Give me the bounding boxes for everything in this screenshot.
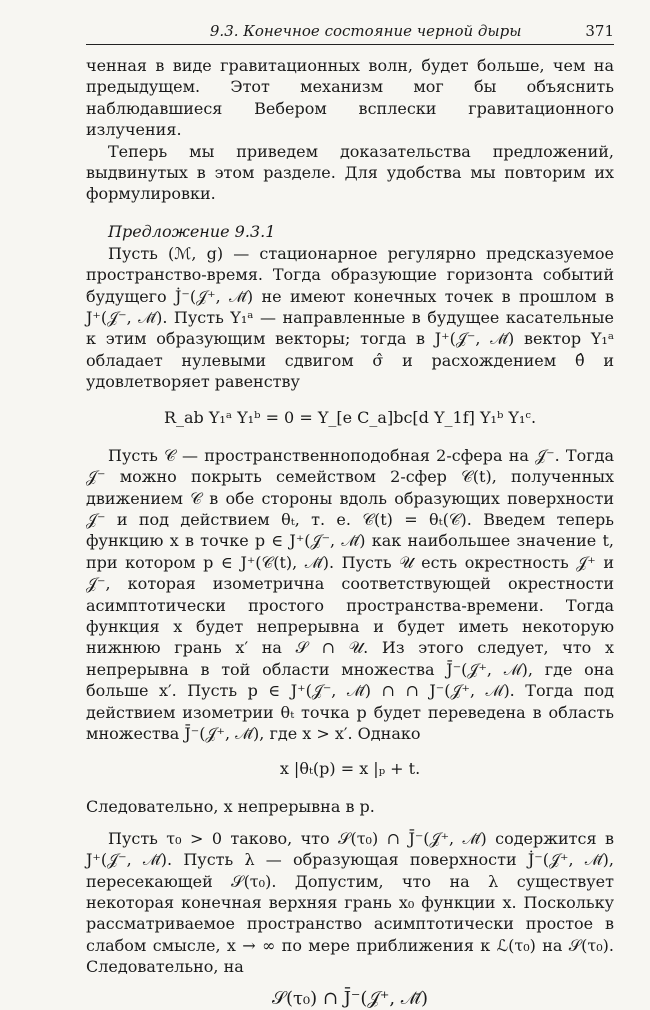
equation-1: R_ab Y₁ᵃ Y₁ᵇ = 0 = Y_[e C_a]bc[d Y_1f] Y₁ᵇ Y₁ᶜ.	[163, 407, 537, 427]
paragraph-intro: Теперь мы приведем доказательства предложений, выдвинутых в этом разделе. Для удобства мы повторим их формулировки.	[86, 141, 614, 204]
proposition-statement: Пусть (ℳ, g) — стационарное регулярно предсказуемое пространство-время. Тогда образующие горизонта событий будущего J̇⁻(𝒥⁺, ℳ̄) не имеют конечных точек в прошлом в J⁺(𝒥⁻, ℳ̄). Пусть Y₁ᵃ — направленные в будущее касательные к этим образующим векторы; тогда в J⁺(𝒥⁻, ℳ̄) вектор Y₁ᵃ обладает нулевыми сдвигом σ̂ и расхождением θ̂ и удовлетворяет равенству	[86, 243, 614, 392]
running-header	[86, 22, 614, 45]
proof-paragraph-2: Пусть τ₀ > 0 таково, что 𝒮(τ₀) ∩ J̄⁻(𝒥⁺, ℳ̄) содержится в J⁺(𝒥⁻, ℳ̄). Пусть λ — образующая поверхности J̇⁻(𝒥⁺, ℳ̄), пересекающей 𝒮(τ₀). Допустим, что на λ существует некоторая конечная верхняя грань x₀ функции x. Поскольку рассматриваемое пространство асимптотически простое в слабом смысле, x → ∞ по мере приближения к ℒ(τ₀) на 𝒮(τ₀). Следовательно, на	[86, 828, 614, 977]
section-title: 9.3. Конечное состояние черной дыры	[209, 22, 522, 40]
book-page	[86, 22, 614, 1010]
equation-3: 𝒮(τ₀) ∩ J̄⁻(𝒥⁺, ℳ̄)	[272, 987, 428, 1009]
proof-conclusion: Следовательно, x непрерывна в p.	[86, 797, 375, 817]
proof-paragraph-1: Пусть 𝒞 — пространственноподобная 2-сфера на 𝒥⁻. Тогда 𝒥⁻ можно покрыть семейством 2-сфер 𝒞(t), полученных движением 𝒞 в обе стороны вдоль образующих поверхности 𝒥⁻ и под действием θₜ, т. е. 𝒞(t) = θₜ(𝒞). Введем теперь функцию x в точке p ∈ J⁺(𝒥⁻, ℳ̄) как наибольшее значение t, при котором p ∈ J⁺(𝒞(t), ℳ̄). Пусть 𝒰 есть окрестность 𝒥⁺ и 𝒥⁻, которая изометрична соответствующей окрестности асимптотически простого пространства-времени. Тогда функция x будет непрерывна и будет иметь некоторую нижнюю грань x′ на 𝒮 ∩ 𝒰. Из этого следует, что x непрерывна в той области множества J̄⁻(𝒥⁺, ℳ), где она больше x′. Пусть p ∈ J⁺(𝒥⁻, ℳ̄) ∩ ∩ J⁻(𝒥⁺, ℳ). Тогда под действием изометрии θₜ точка p будет переведена в область множества J̄⁻(𝒥⁺, ℳ̄), где x > x′. Однако	[86, 445, 614, 743]
proposition-heading: Предложение 9.3.1	[108, 221, 276, 241]
page-number: 371	[585, 22, 614, 40]
equation-2: x |θₜ(p) = x |ₚ + t.	[279, 759, 421, 779]
paragraph-continued: ченная в виде гравитационных волн, будет больше, чем на предыдущем. Этот механизм мог бы объяснить наблюдавшиеся Вебером всплески гравитационного излучения.	[86, 56, 614, 140]
